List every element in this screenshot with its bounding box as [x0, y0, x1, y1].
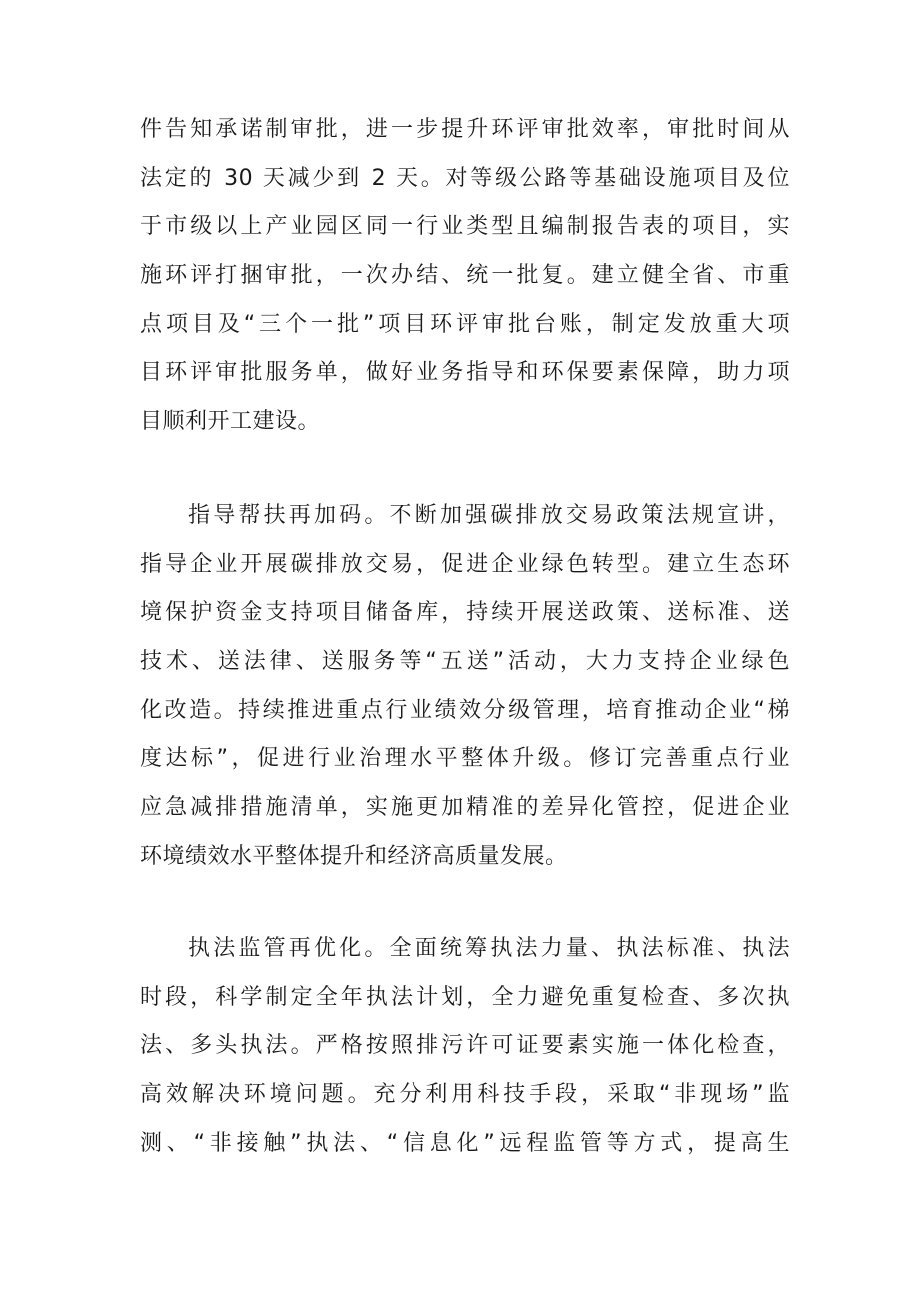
text-line: 件告知承诺制审批，进一步提升环评审批效率，审批时间从	[140, 117, 790, 142]
text-line: 法、多头执法。严格按照排污许可证要素实施一体化检查，	[140, 1033, 790, 1059]
text-line: 点项目及“三个一批”项目环评审批台账，制定发放重大项	[140, 311, 790, 337]
text-line: 化改造。持续推进重点行业绩效分级管理，培育推动企业“梯	[140, 697, 790, 723]
text-line: 技术、送法律、送服务等“五送”活动，大力支持企业绿色	[140, 649, 790, 675]
text-line: 施环评打捆审批，一次办结、统一批复。建立健全省、市重	[140, 263, 790, 289]
text-line: 度达标”，促进行业治理水平整体升级。修订完善重点行业	[140, 746, 790, 772]
paragraph-enforcement-supervision	[140, 925, 790, 1168]
text-line: 境保护资金支持项目储备库，持续开展送政策、送标准、送	[140, 600, 790, 626]
text-line: 应急减排措施清单，实施更加精准的差异化管控，促进企业	[140, 795, 790, 821]
paragraph-approval-efficiency	[140, 106, 790, 447]
paragraph-guidance-support	[140, 492, 790, 882]
text-line: 目顺利开工建设。	[140, 409, 321, 435]
text-line: 环境绩效水平整体提升和经济高质量发展。	[140, 843, 568, 869]
text-line: 时段，科学制定全年执法计划，全力避免重复检查、多次执	[140, 984, 790, 1010]
text-line: 测、“非接触”执法、“信息化”远程监管等方式，提高生	[140, 1130, 790, 1156]
text-line: 法定的 30 天减少到 2 天。对等级公路等基础设施项目及位	[140, 165, 790, 191]
text-line: 目环评审批服务单，做好业务指导和环保要素保障，助力项	[140, 360, 790, 386]
text-line: 于市级以上产业园区同一行业类型且编制报告表的项目，实	[140, 214, 790, 240]
text-line: 指导企业开展碳排放交易，促进企业绿色转型。建立生态环	[140, 551, 790, 577]
text-line: 高效解决环境问题。充分利用科技手段，采取“非现场”监	[140, 1082, 790, 1108]
text-line: 指导帮扶再加码。不断加强碳排放交易政策法规宣讲，	[188, 503, 790, 528]
text-line: 执法监管再优化。全面统筹执法力量、执法标准、执法	[188, 936, 790, 961]
